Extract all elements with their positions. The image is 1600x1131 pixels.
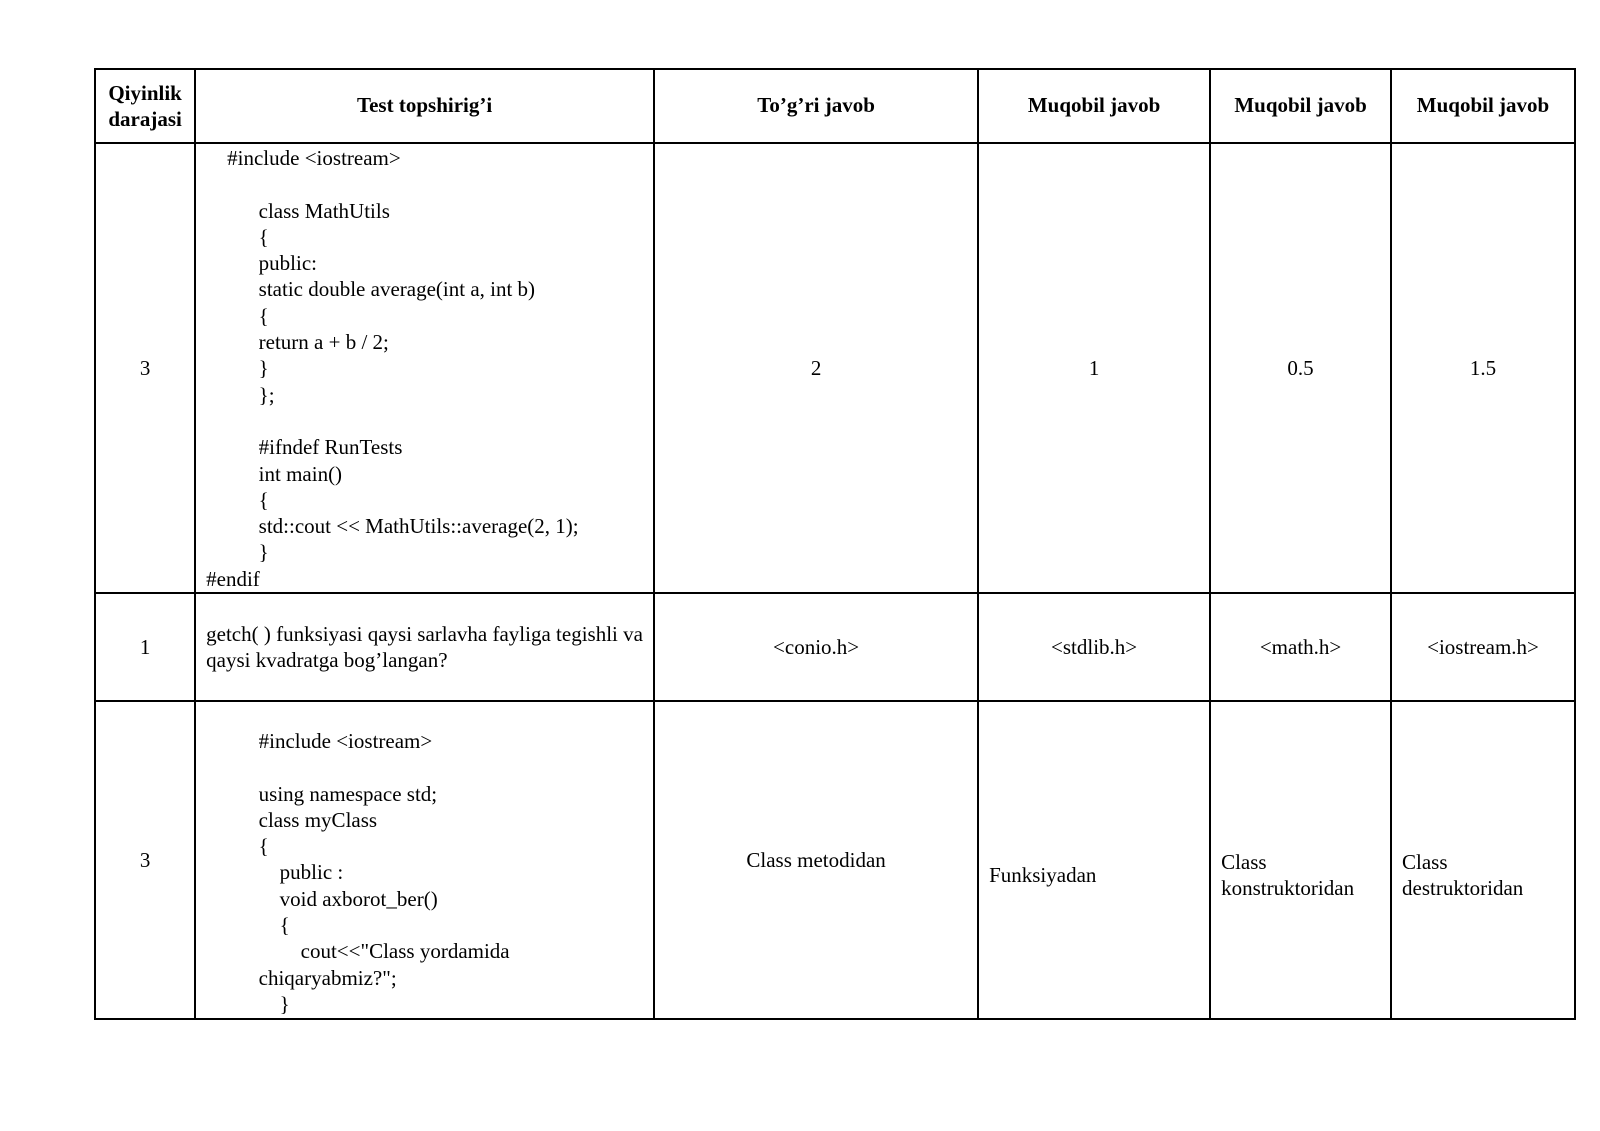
difficulty-cell: 3 bbox=[95, 701, 195, 1019]
difficulty-cell: 3 bbox=[95, 143, 195, 593]
correct-answer-cell: 2 bbox=[654, 143, 978, 593]
alternative-answer-cell: 0.5 bbox=[1210, 143, 1391, 593]
table-row bbox=[95, 701, 1575, 1019]
alternative-answer-cell: 1 bbox=[978, 143, 1210, 593]
alternative-answer-cell: <iostream.h> bbox=[1391, 593, 1575, 701]
code-snippet: #include <iostream> using namespace std; class myClass { public : void axborot_ber() { cout<<"Class yordamida chiqaryabmiz?"; } bbox=[258, 729, 510, 1016]
test-table bbox=[94, 68, 1576, 1020]
alternative-answer-cell: Class destruktoridan bbox=[1391, 701, 1575, 1019]
table-row bbox=[95, 593, 1575, 701]
header-alternative-3: Muqobil javob bbox=[1391, 69, 1575, 143]
question-text: getch( ) funksiyasi qaysi sarlavha fayliga tegishli va qaysi kvadratga bog’langan? bbox=[206, 622, 643, 672]
header-alternative-1: Muqobil javob bbox=[978, 69, 1210, 143]
table-row bbox=[95, 143, 1575, 593]
alternative-answer-cell: Funksiyadan bbox=[978, 701, 1210, 1019]
task-cell bbox=[195, 593, 654, 701]
task-cell bbox=[195, 143, 654, 593]
alternative-answer-cell: 1.5 bbox=[1391, 143, 1575, 593]
header-row bbox=[95, 69, 1575, 143]
header-correct-answer: To’g’ri javob bbox=[654, 69, 978, 143]
correct-answer-cell: Class metodidan bbox=[654, 701, 978, 1019]
header-alternative-2: Muqobil javob bbox=[1210, 69, 1391, 143]
difficulty-cell: 1 bbox=[95, 593, 195, 701]
correct-answer-cell: <conio.h> bbox=[654, 593, 978, 701]
alternative-answer-cell: <stdlib.h> bbox=[978, 593, 1210, 701]
alternative-answer-cell: Class konstruktoridan bbox=[1210, 701, 1391, 1019]
task-cell bbox=[195, 701, 654, 1019]
alternative-answer-cell: <math.h> bbox=[1210, 593, 1391, 701]
code-snippet: #include <iostream> class MathUtils { public: static double average(int a, int b) { return a + b / 2; } }; #ifndef RunTests int main() { std::cout << MathUtils::average(2, 1); } #endif bbox=[206, 146, 579, 591]
header-difficulty: Qiyinlik darajasi bbox=[95, 69, 195, 143]
header-task: Test topshirig’i bbox=[195, 69, 654, 143]
